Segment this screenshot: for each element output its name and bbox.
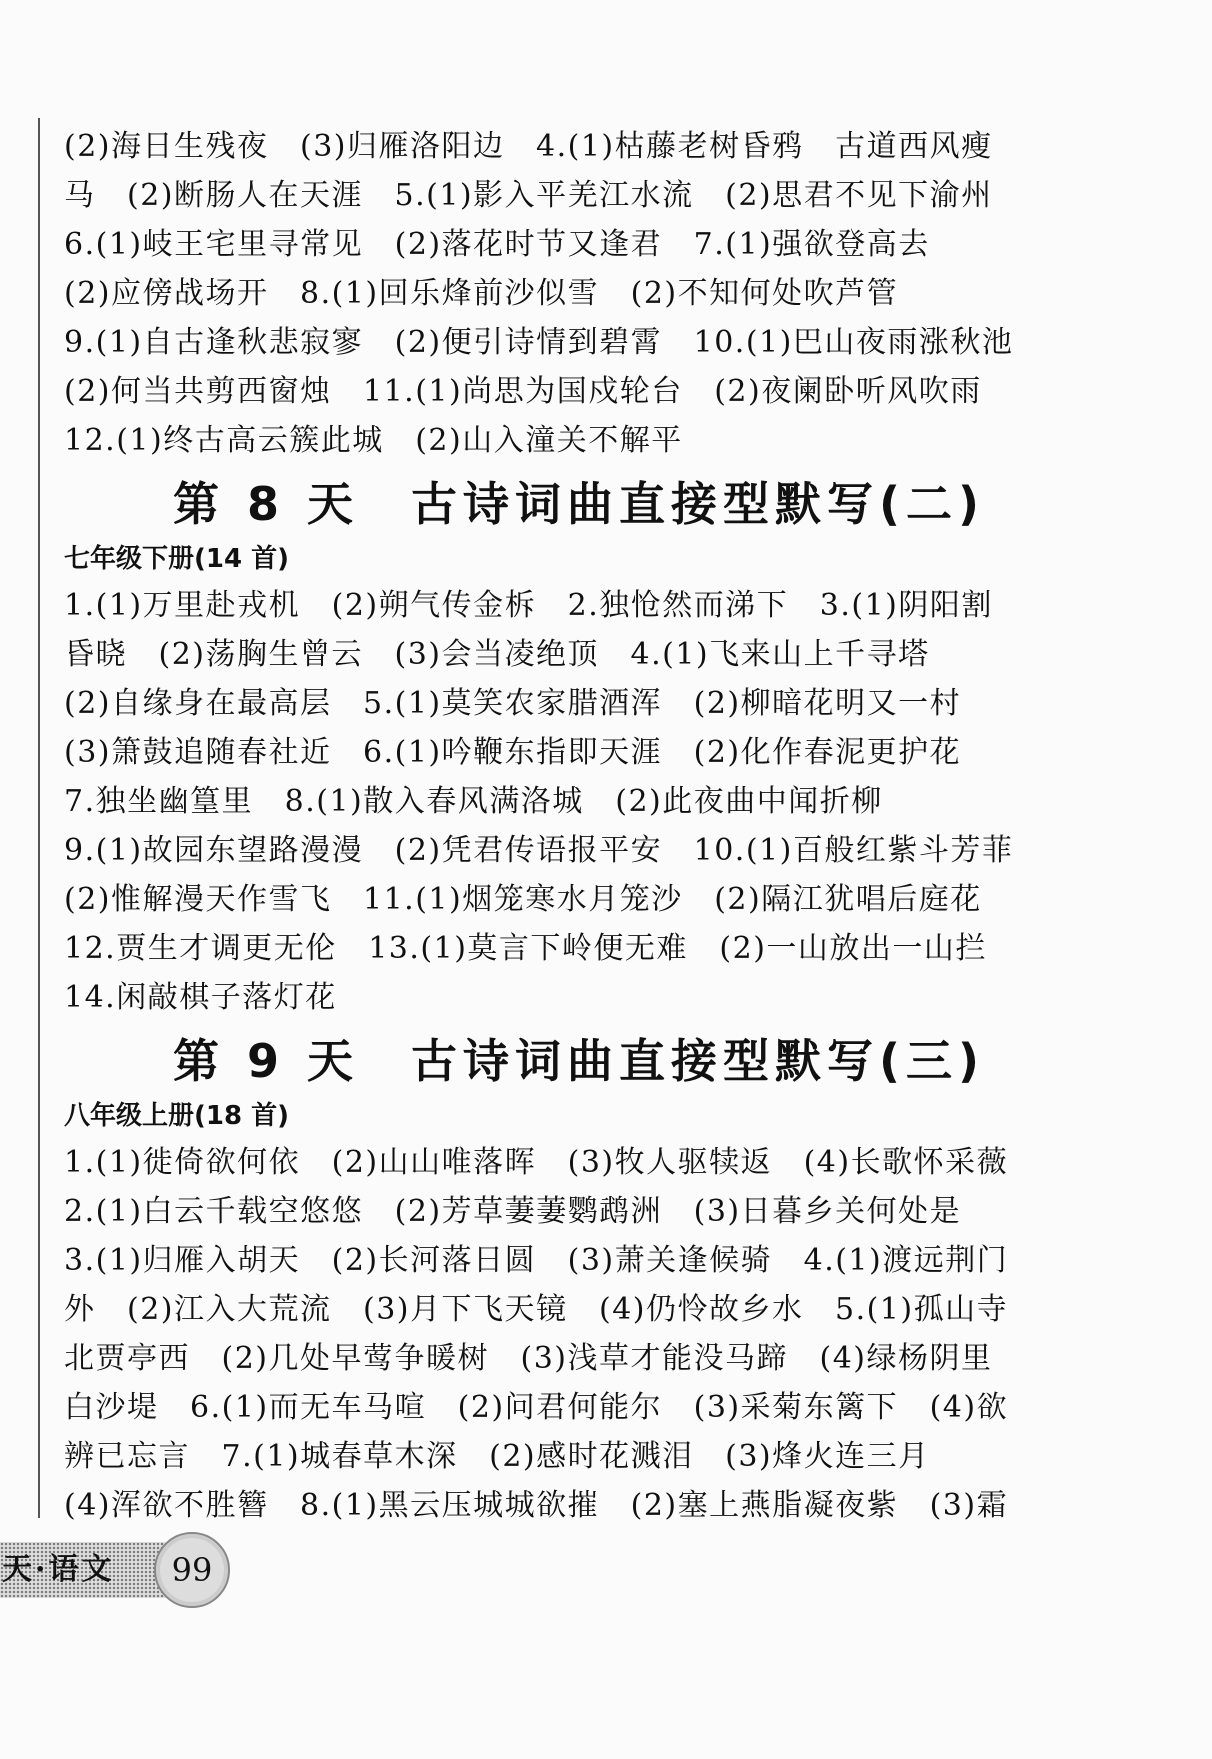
answer-line: 外 (2)江入大荒流 (3)月下飞天镜 (4)仍怜故乡水 5.(1)孤山寺 [64, 1292, 1009, 1327]
answer-line: 7.独坐幽篁里 8.(1)散入春风满洛城 (2)此夜曲中闻折柳 [64, 784, 883, 819]
answer-line: 辨已忘言 7.(1)城春草木深 (2)感时花溅泪 (3)烽火连三月 [64, 1439, 930, 1474]
answer-line: 2.(1)白云千载空悠悠 (2)芳草萋萋鹦鹉洲 (3)日暮乡关何处是 [64, 1194, 962, 1229]
answer-line: 1.(1)徙倚欲何依 (2)山山唯落晖 (3)牧人驱犊返 (4)长歌怀采薇 [64, 1145, 1009, 1180]
answer-line: 1.(1)万里赴戎机 (2)朔气传金柝 2.独怆然而涕下 3.(1)阴阳割 [64, 588, 993, 623]
answer-line: 9.(1)故园东望路漫漫 (2)凭君传语报平安 10.(1)百般红紫斗芳菲 [64, 833, 1014, 868]
answer-line: (2)自缘身在最高层 5.(1)莫笑农家腊酒浑 (2)柳暗花明又一村 [64, 686, 962, 721]
answer-line: 昏晓 (2)荡胸生曾云 (3)会当凌绝顶 4.(1)飞来山上千寻塔 [64, 637, 930, 672]
answer-content [64, 122, 1094, 1530]
answer-line: (3)箫鼓追随春社近 6.(1)吟鞭东指即天涯 (2)化作春泥更护花 [64, 735, 962, 770]
answer-line: 9.(1)自古逢秋悲寂寥 (2)便引诗情到碧霄 10.(1)巴山夜雨涨秋池 [64, 325, 1014, 360]
page-number: 99 [154, 1532, 230, 1608]
answer-line: 12.(1)终古高云簇此城 (2)山入潼关不解平 [64, 423, 683, 458]
answer-line: 白沙堤 6.(1)而无车马喧 (2)问君何能尔 (3)采菊东篱下 (4)欲 [64, 1390, 1009, 1425]
section-9-title: 第 9 天 古诗词曲直接型默写(三) [172, 1034, 986, 1088]
page-footer [0, 1530, 240, 1610]
answer-line: 北贾亭西 (2)几处早莺争暖树 (3)浅草才能没马蹄 (4)绿杨阴里 [64, 1341, 993, 1376]
section-8-subtitle: 七年级下册(14 首) [64, 544, 289, 574]
answer-line: (4)浑欲不胜簪 8.(1)黑云压城城欲摧 (2)塞上燕脂凝夜紫 (3)霜 [64, 1488, 1009, 1523]
answer-line: 12.贾生才调更无伦 13.(1)莫言下岭便无难 (2)一山放出一山拦 [64, 931, 987, 966]
answer-line: 马 (2)断肠人在天涯 5.(1)影入平羌江水流 (2)思君不见下渝州 [64, 178, 993, 213]
section-8-title: 第 8 天 古诗词曲直接型默写(二) [172, 477, 986, 531]
answer-line: (2)海日生残夜 (3)归雁洛阳边 4.(1)枯藤老树昏鸦 古道西风瘦 [64, 129, 993, 164]
section-9-subtitle: 八年级上册(18 首) [64, 1101, 289, 1131]
answer-line: 14.闲敲棋子落灯花 [64, 980, 337, 1015]
footer-subject: 天·语文 [2, 1552, 115, 1587]
answer-line: 3.(1)归雁入胡天 (2)长河落日圆 (3)萧关逢候骑 4.(1)渡远荆门 [64, 1243, 1009, 1278]
answer-line: (2)应傍战场开 8.(1)回乐烽前沙似雪 (2)不知何处吹芦管 [64, 276, 899, 311]
answer-line: 6.(1)岐王宅里寻常见 (2)落花时节又逢君 7.(1)强欲登高去 [64, 227, 930, 262]
answer-line: (2)惟解漫天作雪飞 11.(1)烟笼寒水月笼沙 (2)隔江犹唱后庭花 [64, 882, 982, 917]
answer-line: (2)何当共剪西窗烛 11.(1)尚思为国戍轮台 (2)夜阑卧听风吹雨 [64, 374, 982, 409]
margin-rule [38, 118, 40, 1518]
